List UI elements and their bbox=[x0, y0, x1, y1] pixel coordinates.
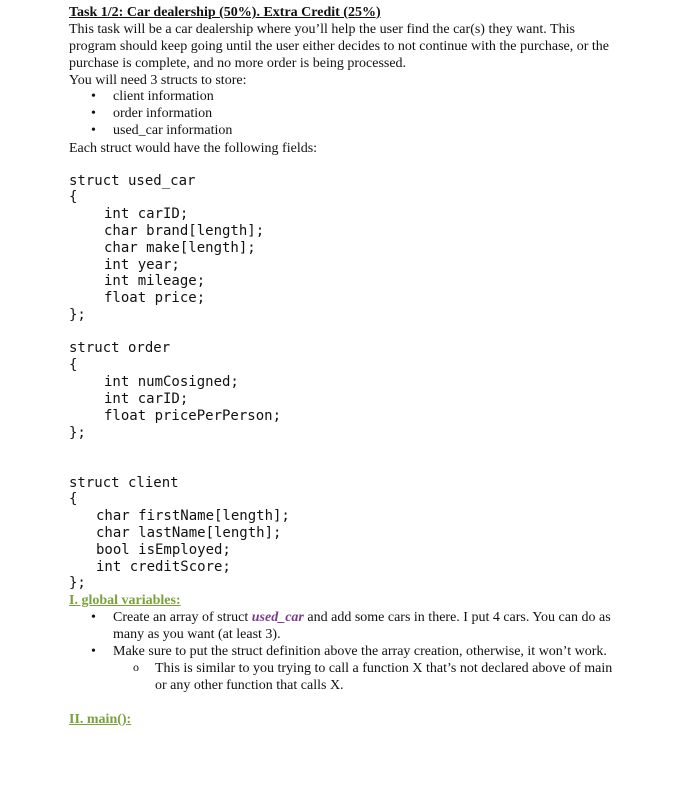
code-line: int mileage; bbox=[104, 273, 206, 289]
list-item: • order information bbox=[91, 105, 232, 122]
code-client-header: struct client bbox=[69, 475, 179, 491]
global-variables-list bbox=[91, 609, 651, 694]
list-item bbox=[91, 643, 651, 660]
code-line: float price; bbox=[104, 290, 206, 306]
code-client-open: { bbox=[69, 491, 78, 507]
task-title: Task 1/2: Car dealership (50%). Extra Credit (25%) bbox=[69, 5, 381, 20]
fields-intro: Each struct would have the following fields: bbox=[69, 141, 318, 156]
intro-line: You will need 3 structs to store: bbox=[69, 73, 247, 88]
code-line: char lastName[length]; bbox=[96, 525, 282, 541]
code-line: char make[length]; bbox=[104, 240, 256, 256]
code-line: int year; bbox=[104, 257, 180, 273]
list-item: • client information bbox=[91, 88, 232, 105]
code-line: int carID; bbox=[104, 206, 189, 222]
global-variables-heading: I. global variables: bbox=[69, 593, 181, 608]
code-line: int numCosigned; bbox=[104, 374, 239, 390]
intro-line: purchase is complete, and no more order is being processed. bbox=[69, 56, 407, 71]
intro-line: This task will be a car dealership where you’ll help the user find the car(s) they want. This bbox=[69, 22, 575, 37]
list-item-text: Make sure to put the struct definition above the array creation, otherwise, it won’t work. bbox=[113, 644, 607, 659]
list-item: • used_car information bbox=[91, 122, 232, 139]
list-item-text: Create an array of struct bbox=[113, 610, 252, 625]
intro-line: program should keep going until the user either decides to not continue with the purchase, or the bbox=[69, 39, 610, 54]
code-line: char brand[length]; bbox=[104, 223, 265, 239]
code-used-car-header: struct used_car bbox=[69, 173, 196, 189]
list-item-text: and add some cars in there. I put 4 cars. You can do as bbox=[303, 610, 611, 625]
code-line: float pricePerPerson; bbox=[104, 408, 282, 424]
code-order-header: struct order bbox=[69, 340, 171, 356]
code-used-car-open: { bbox=[69, 189, 78, 205]
code-used-car-close: }; bbox=[69, 307, 86, 323]
sub-list-item bbox=[113, 660, 651, 694]
intro-paragraph bbox=[69, 21, 669, 89]
code-line: int creditScore; bbox=[96, 559, 231, 575]
code-line: int carID; bbox=[104, 391, 189, 407]
sub-item-text: This is similar to you trying to call a function X that’s not declared above of main bbox=[155, 661, 613, 676]
list-item bbox=[91, 609, 651, 643]
code-order-open: { bbox=[69, 357, 78, 373]
code-line: bool isEmployed; bbox=[96, 542, 231, 558]
list-item-text: many as you want (at least 3). bbox=[113, 627, 281, 642]
sub-item-text: or any other function that calls X. bbox=[155, 678, 344, 693]
struct-name-emphasis: used_car bbox=[251, 610, 304, 625]
code-client-close: }; bbox=[69, 575, 86, 591]
struct-bullet-list bbox=[91, 88, 232, 139]
code-line: char firstName[length]; bbox=[96, 508, 290, 524]
main-heading: II. main(): bbox=[69, 712, 132, 727]
code-order-close: }; bbox=[69, 425, 86, 441]
